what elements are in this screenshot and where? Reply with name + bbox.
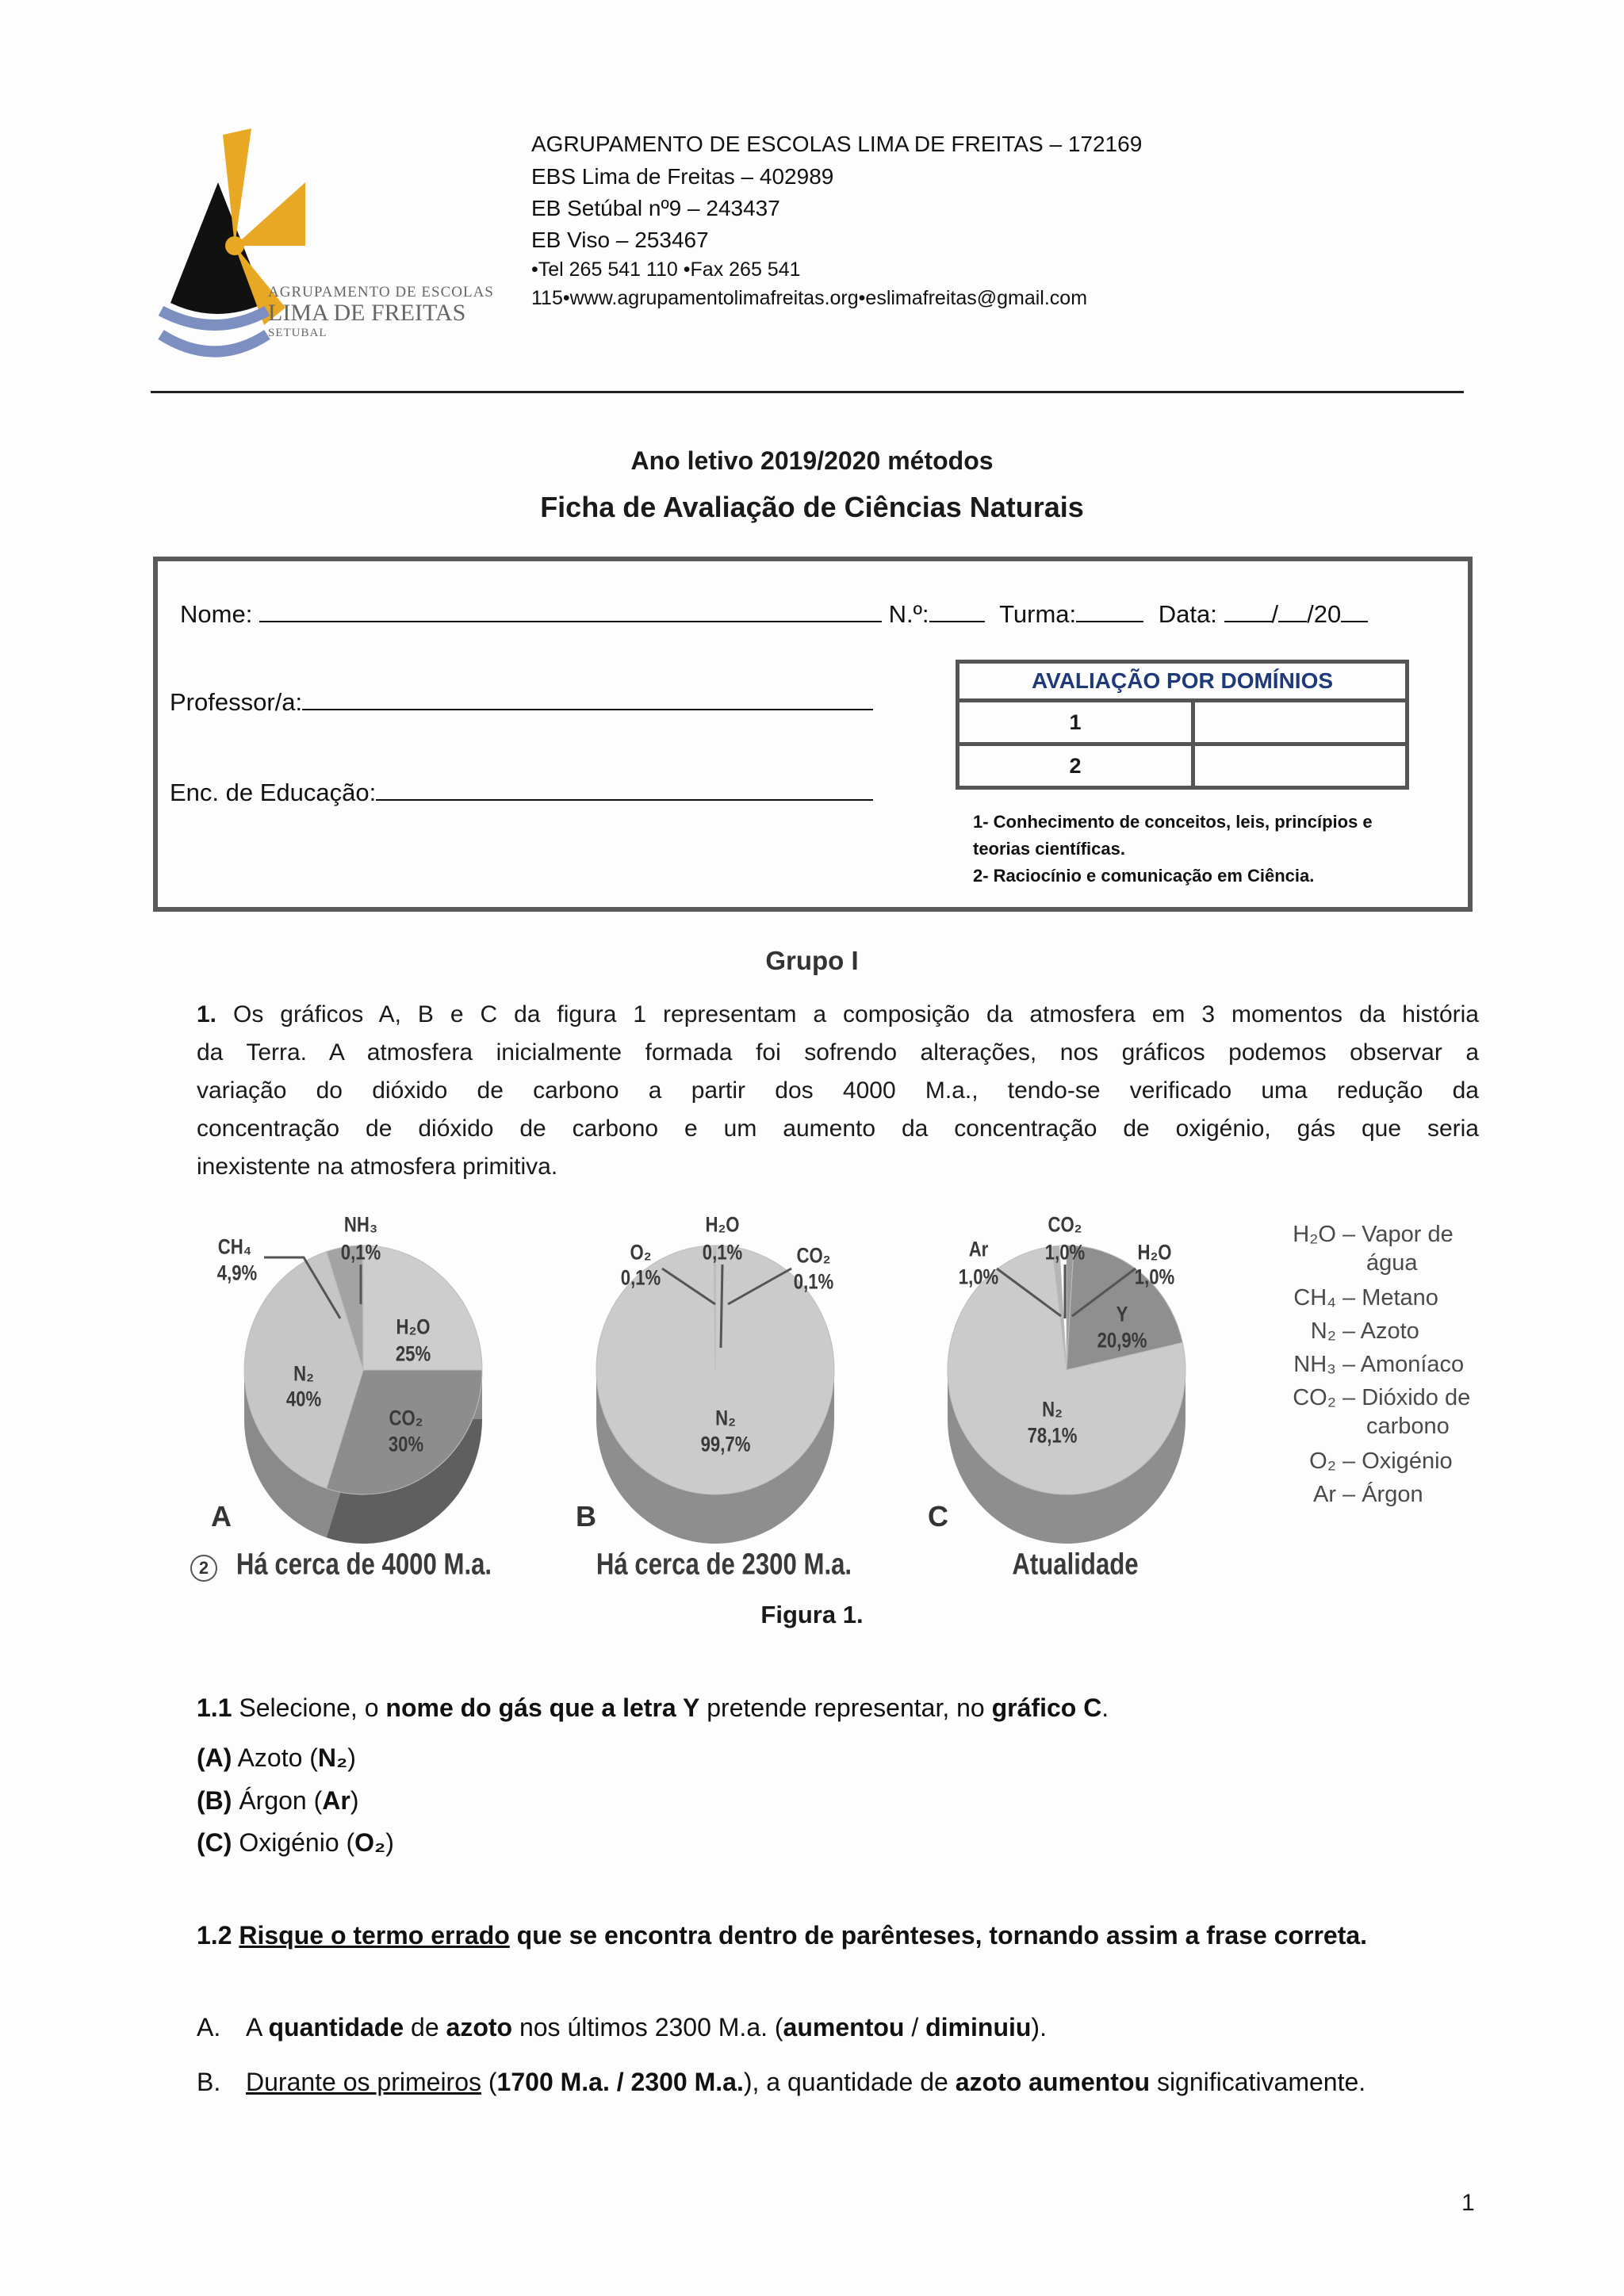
figure-caption: Figura 1. (760, 1601, 864, 1628)
name-label: Nome: (180, 600, 253, 628)
domain-number: 2 (958, 744, 1193, 788)
legend-dash: – (1342, 1222, 1356, 1247)
legend-dash: – (1342, 1318, 1356, 1344)
pie-a-ch4-label: CH₄ (217, 1234, 252, 1259)
text: de (404, 2013, 446, 2042)
guardian-label: Enc. de Educação: (170, 779, 377, 806)
pie-b-o2-label: O₂ (630, 1240, 652, 1265)
contacts-phone: •Tel 265 541 110 •Fax 265 541 (531, 258, 801, 281)
domain-note: 2- Raciocínio e comunicação em Ciência. (973, 866, 1315, 886)
pie-c-ar-label: Ar (968, 1237, 989, 1261)
legend-item (1261, 1381, 1470, 1414)
pie-chart-a (244, 1246, 482, 1544)
option-text: ) (350, 1786, 359, 1815)
option-key: (A) (197, 1743, 232, 1772)
paragraph-line: da Terra. A atmosfera inicialmente formada foi sofrendo alterações, nos gráficos podemos observar a (197, 1039, 1479, 1066)
question-number: 1. (197, 1001, 217, 1027)
legend-desc: Azoto (1360, 1318, 1419, 1344)
group-title: Grupo I (765, 946, 859, 975)
text: ). (1031, 2013, 1047, 2042)
legend-dash: – (1342, 1285, 1356, 1311)
domains-title: AVALIAÇÃO POR DOMÍNIOS (958, 662, 1408, 701)
option-formula: Ar (322, 1786, 350, 1815)
text-bold: gráfico C (991, 1693, 1102, 1722)
text-underlined: Durante os primeiros (246, 2068, 481, 2096)
pie-b-co2-label: CO₂ (796, 1243, 831, 1268)
teacher-label: Professor/a: (170, 688, 303, 716)
text-underlined: Risque o termo errado (239, 1921, 510, 1950)
option-key: (B) (197, 1786, 232, 1815)
legend-formula: NH₃ (1293, 1352, 1336, 1377)
pie-c-co2-label: CO₂ (1048, 1212, 1082, 1237)
option-text: ) (385, 1828, 394, 1857)
date-century: /20 (1307, 600, 1342, 628)
school-group-name: AGRUPAMENTO DE ESCOLAS LIMA DE FREITAS – 172169 (531, 132, 1143, 156)
statement-b (197, 2068, 1365, 2097)
option-formula: N₂ (317, 1743, 348, 1772)
legend-desc: carbono (1366, 1414, 1450, 1439)
pie-a-n2-label: N₂ (293, 1361, 314, 1386)
legend-desc: Dióxido de (1362, 1385, 1471, 1410)
pie-b-o2-value: 0,1% (620, 1265, 661, 1290)
text: nos últimos 2300 M.a. ( (512, 2013, 783, 2042)
sheet-title: Ficha de Avaliação de Ciências Naturais (540, 491, 1084, 523)
pie-b-period: Há cerca de 2300 M.a. (596, 1548, 852, 1582)
option-text: Azoto ( (232, 1743, 318, 1772)
statement-a (197, 2013, 1047, 2042)
option-term[interactable]: aumentou (783, 2013, 905, 2042)
text: . (1101, 1693, 1109, 1722)
legend-desc: Árgon (1362, 1482, 1423, 1507)
legend-formula: N₂ (1310, 1318, 1336, 1344)
date-separator: / (1271, 600, 1279, 628)
school-1: EBS Lima de Freitas – 402989 (531, 164, 834, 189)
question-1-1 (197, 1693, 1109, 1723)
pie-a-h2o-label: H₂O (396, 1314, 431, 1339)
option-formula: O₂ (354, 1828, 386, 1857)
pie-c-co2-value: 1,0% (1044, 1240, 1086, 1265)
text: pretende representar, no (699, 1693, 992, 1722)
legend-desc: Metano (1362, 1285, 1438, 1311)
text-bold: nome do gás que a letra Y (385, 1693, 700, 1722)
question-number: 1.2 (197, 1921, 232, 1950)
domain-note: 1- Conhecimento de conceitos, leis, princípios e (973, 812, 1373, 832)
pie-a-n2-value: 40% (285, 1387, 322, 1411)
logo-text-line3: SETUBAL (268, 327, 327, 339)
statement-key: B. (197, 2068, 221, 2096)
pie-c-period: Atualidade (1012, 1548, 1139, 1582)
legend-dash: – (1342, 1482, 1356, 1507)
pie-c-ar-value: 1,0% (958, 1265, 999, 1289)
legend-item-cont (1261, 1414, 1470, 1445)
text-bold: azoto aumentou (955, 2068, 1151, 2096)
option-a[interactable] (197, 1743, 356, 1773)
contacts-web: 115•www.agrupamentolimafreitas.org•eslimafreitas@gmail.com (531, 287, 1088, 309)
pie-b-co2-value: 0,1% (793, 1269, 834, 1294)
legend-desc: Vapor de (1362, 1222, 1454, 1247)
pie-c-letter: C (928, 1500, 948, 1533)
pie-b-n2-value: 99,7% (700, 1432, 751, 1456)
text: ( (481, 2068, 497, 2096)
option-term[interactable]: 1700 M.a. / 2300 M.a. (496, 2068, 744, 2096)
school-3: EB Viso – 253467 (531, 228, 709, 252)
legend-item (1261, 1314, 1470, 1348)
figure-badge: 2 (190, 1555, 217, 1582)
text: A (246, 2013, 269, 2042)
pie-c-y-value: 20,9% (1097, 1328, 1147, 1353)
text: Selecione, o (232, 1693, 386, 1722)
legend-item (1261, 1348, 1470, 1381)
pie-b-n2-label: N₂ (715, 1406, 736, 1430)
pie-a-h2o-value: 25% (395, 1341, 431, 1366)
pie-a-co2-label: CO₂ (389, 1406, 423, 1430)
pie-c-n2-label: N₂ (1042, 1397, 1063, 1422)
text: / (904, 2013, 926, 2042)
text: ), a quantidade de (743, 2068, 956, 2096)
legend-item (1261, 1281, 1470, 1314)
text: que se encontra dentro de parênteses, tornando assim a frase correta. (509, 1921, 1368, 1950)
line-text: Os gráficos A, B e C da figura 1 representam a composição da atmosfera em 3 momentos da história (216, 1001, 1479, 1027)
option-text: Árgon ( (232, 1786, 323, 1815)
legend-item (1261, 1218, 1470, 1251)
pie-a-ch4-value: 4,9% (216, 1261, 258, 1285)
pie-b-letter: B (576, 1500, 596, 1533)
pie-b-h2o-value: 0,1% (702, 1240, 743, 1265)
legend-item (1261, 1478, 1470, 1511)
option-term[interactable]: diminuiu (925, 2013, 1032, 2042)
option-text: Oxigénio ( (232, 1828, 355, 1857)
text-bold: azoto (446, 2013, 513, 2042)
legend-desc: Amoníaco (1360, 1352, 1465, 1377)
pie-a-co2-value: 30% (388, 1432, 424, 1456)
legend-formula: Ar (1313, 1482, 1336, 1507)
pie-c-n2-value: 78,1% (1027, 1423, 1078, 1448)
date-label: Data: (1158, 600, 1217, 628)
legend-formula: H₂O (1293, 1222, 1336, 1247)
logo-text-line1: AGRUPAMENTO DE ESCOLAS (268, 284, 494, 300)
class-label: Turma: (999, 600, 1077, 628)
legend-desc: água (1366, 1250, 1418, 1276)
legend-formula: CO₂ (1293, 1385, 1336, 1410)
pie-a-nh3-value: 0,1% (340, 1240, 381, 1265)
option-b[interactable] (197, 1786, 358, 1816)
pie-c-y-label: Y (1116, 1302, 1128, 1326)
paragraph-line: concentração de dióxido de carbono e um aumento da concentração de oxigénio, gás que seria (197, 1115, 1479, 1142)
statement-key: A. (197, 2013, 221, 2042)
text: significativamente. (1150, 2068, 1366, 2096)
text-bold: quantidade (268, 2013, 404, 2042)
question-number: 1.1 (197, 1693, 232, 1722)
option-c[interactable] (197, 1828, 394, 1858)
page-number: 1 (1461, 2190, 1475, 2216)
legend-formula: O₂ (1309, 1448, 1336, 1474)
legend-item-cont (1261, 1251, 1470, 1281)
paragraph-line: inexistente na atmosfera primitiva. (197, 1154, 558, 1180)
legend-dash: – (1342, 1448, 1356, 1474)
pie-b-h2o-label: H₂O (705, 1212, 740, 1237)
pie-c-h2o-label: H₂O (1137, 1240, 1172, 1265)
school-2: EB Setúbal nº9 – 243437 (531, 196, 780, 220)
gas-legend (1261, 1218, 1470, 1511)
domain-note: teorias científicas. (973, 839, 1125, 859)
question-1-2 (197, 1921, 1367, 1950)
option-text: ) (347, 1743, 356, 1772)
legend-item (1261, 1445, 1470, 1478)
logo-text-line2: LIMA DE FREITAS (268, 300, 466, 326)
pie-a-letter: A (211, 1500, 232, 1533)
option-key: (C) (197, 1828, 232, 1857)
pie-chart-c (948, 1246, 1185, 1544)
number-label: N.º: (888, 600, 929, 628)
paragraph-line: variação do dióxido de carbono a partir dos 4000 M.a., tendo-se verificado uma redução da (197, 1077, 1479, 1104)
legend-formula: CH₄ (1293, 1285, 1336, 1311)
legend-dash: – (1342, 1352, 1356, 1377)
legend-dash: – (1342, 1385, 1356, 1410)
pie-c-h2o-value: 1,0% (1134, 1265, 1175, 1289)
leader-line (721, 1265, 722, 1348)
school-year-title: Ano letivo 2019/2020 métodos (630, 446, 994, 475)
domain-number: 1 (958, 701, 1193, 744)
pie-a-nh3-label: NH₃ (343, 1212, 378, 1237)
legend-desc: Oxigénio (1362, 1448, 1453, 1474)
pie-a-period: Há cerca de 4000 M.a. (236, 1548, 492, 1582)
